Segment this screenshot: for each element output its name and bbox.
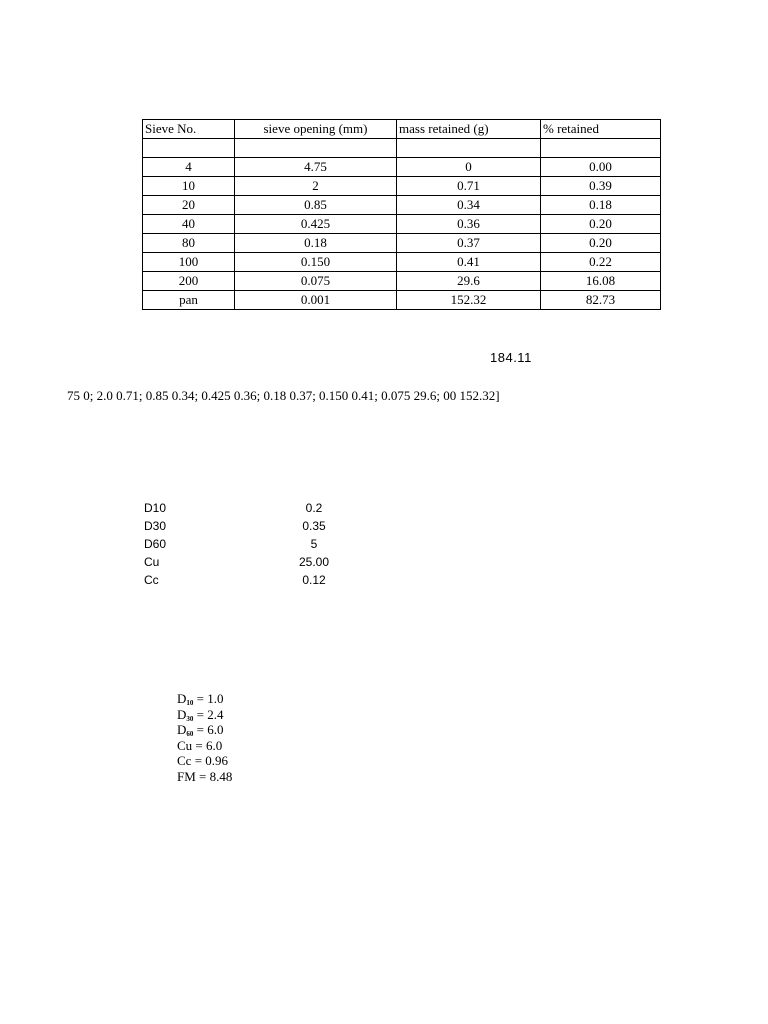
result-d60 — [177, 722, 232, 738]
table-cell: 4.75 — [235, 158, 397, 177]
table-cell: 0.001 — [235, 291, 397, 310]
gradation-parameters — [144, 499, 364, 589]
table-cell: 0.20 — [541, 234, 661, 253]
table-cell: 0 — [397, 158, 541, 177]
table-cell — [143, 139, 235, 158]
table-row — [143, 291, 661, 310]
sieve-analysis-table — [142, 119, 661, 310]
result-value: = 2.4 — [193, 706, 224, 722]
result-value: = 6.0 — [193, 722, 224, 737]
table-cell: 0.18 — [541, 196, 661, 215]
param-label: D10 — [144, 501, 167, 515]
table-cell: pan — [143, 291, 235, 310]
table-cell: 20 — [143, 196, 235, 215]
table-cell: 0.34 — [397, 196, 541, 215]
result-d30 — [177, 707, 232, 723]
table-cell: 2 — [235, 177, 397, 196]
param-row-d10 — [144, 499, 364, 517]
table-cell: 0.71 — [397, 177, 541, 196]
param-value: 0.35 — [302, 519, 326, 533]
param-row-cu — [144, 553, 364, 571]
table-cell: 4 — [143, 158, 235, 177]
param-label: Cc — [144, 573, 159, 587]
result-symbol: D — [177, 722, 187, 737]
result-d10 — [177, 691, 232, 707]
result-subscript: 60 — [186, 730, 194, 738]
header-sieve-opening: sieve opening (mm) — [235, 120, 397, 139]
table-cell: 80 — [143, 234, 235, 253]
table-cell: 0.18 — [235, 234, 397, 253]
table-cell: 0.85 — [235, 196, 397, 215]
table-header-row — [143, 120, 661, 139]
param-label: Cu — [144, 555, 160, 569]
result-cu: Cu = 6.0 — [177, 737, 223, 753]
table-cell: 10 — [143, 177, 235, 196]
result-fm: FM = 8.48 — [177, 768, 233, 784]
result-subscript: 30 — [186, 714, 194, 723]
table-row — [143, 253, 661, 272]
table-cell: 16.08 — [541, 272, 661, 291]
param-value: 25.00 — [298, 555, 330, 569]
param-row-d60 — [144, 535, 364, 553]
table-row — [143, 158, 661, 177]
table-cell: 0.150 — [235, 253, 397, 272]
result-value: = 1.0 — [193, 691, 224, 706]
table-row — [143, 196, 661, 215]
data-array-text: 75 0; 2.0 0.71; 0.85 0.34; 0.425 0.36; 0.18 0.37; 0.150 0.41; 0.075 29.6; 00 152.32] — [67, 388, 500, 403]
table-cell: 0.37 — [397, 234, 541, 253]
table-cell: 0.075 — [235, 272, 397, 291]
param-label: D30 — [144, 519, 167, 533]
total-mass-value: 184.11 — [490, 350, 532, 365]
results-block — [177, 691, 232, 784]
table-cell: 0.41 — [397, 253, 541, 272]
table-row — [143, 215, 661, 234]
param-row-cc — [144, 571, 364, 589]
table-cell: 0.425 — [235, 215, 397, 234]
table-row — [143, 234, 661, 253]
table-row — [143, 272, 661, 291]
table-cell: 29.6 — [397, 272, 541, 291]
param-label: D60 — [144, 537, 167, 551]
param-value: 0.12 — [302, 573, 326, 587]
table-cell — [541, 139, 661, 158]
table-cell: 0.00 — [541, 158, 661, 177]
table-cell: 0.20 — [541, 215, 661, 234]
table-row — [143, 177, 661, 196]
table-cell: 82.73 — [541, 291, 661, 310]
table-cell: 200 — [143, 272, 235, 291]
table-cell: 0.22 — [541, 253, 661, 272]
table-cell — [397, 139, 541, 158]
result-symbol: D — [177, 706, 187, 722]
param-row-d30 — [144, 517, 364, 535]
header-percent-retained: % retained — [541, 120, 661, 139]
result-cc: Cc = 0.96 — [177, 753, 229, 768]
param-value: 0.2 — [305, 501, 323, 515]
table-cell: 152.32 — [397, 291, 541, 310]
table-blank-row — [143, 139, 661, 158]
header-sieve-no: Sieve No. — [143, 120, 235, 139]
table-cell: 0.39 — [541, 177, 661, 196]
table-cell: 0.36 — [397, 215, 541, 234]
param-value: 5 — [310, 537, 318, 551]
table-cell: 100 — [143, 253, 235, 272]
header-mass-retained: mass retained (g) — [397, 120, 541, 139]
table-cell: 40 — [143, 215, 235, 234]
table-cell — [235, 139, 397, 158]
result-subscript: 10 — [186, 699, 194, 707]
result-symbol: D — [177, 691, 187, 706]
